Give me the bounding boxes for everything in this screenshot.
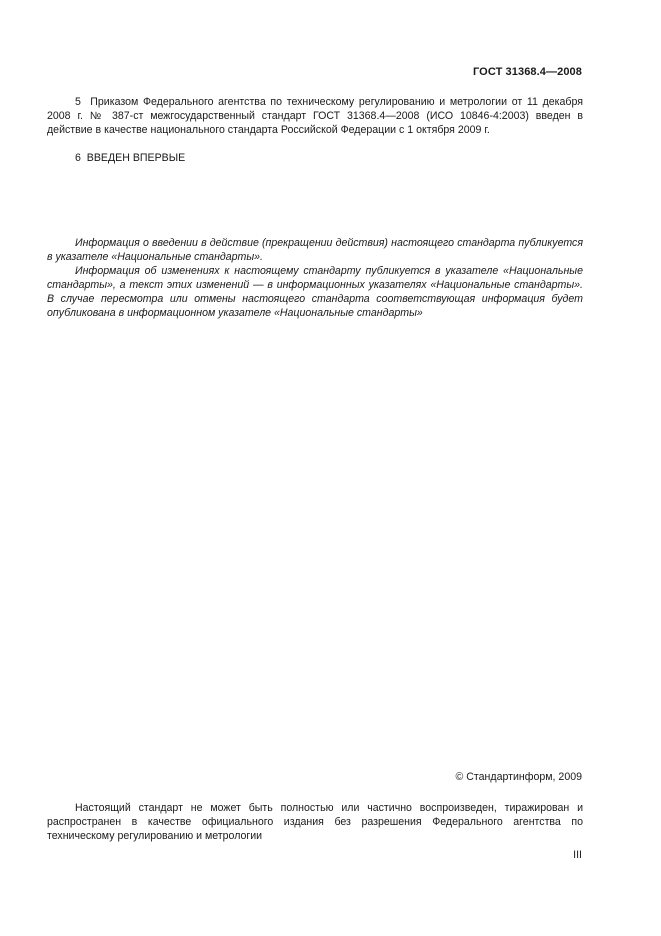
page-number: III: [573, 849, 582, 861]
info-paragraph-introduction: Информация о введении в действие (прекращении действия) настоящего стандарта публикуется в указателе «Национальные стандарты».: [47, 237, 583, 263]
reproduction-notice: [47, 801, 583, 843]
section-6-text: ВВЕДЕН ВПЕРВЫЕ: [86, 152, 186, 164]
reproduction-notice-text: Настоящий стандарт не может быть полностью или частично воспроизведен, тиражирован и распространен в качестве официального издания без разрешения Федерального агентства по техническому регулированию и метрологии: [47, 802, 583, 842]
section-5: [47, 95, 583, 137]
publication-info: [47, 236, 583, 320]
copyright: © Стандартинформ, 2009: [455, 771, 582, 783]
info-paragraph-changes: Информация об изменениях к настоящему стандарту публикуется в указателе «Национальные стандарты», а текст этих изменений — в информационных указателях «Национальные стандарты». В случае пересмотра или отмены настоящего стандарта соответствующая информация будет опубликована в информационном указателе «Национальные стандарты»: [47, 265, 583, 319]
document-code: ГОСТ 31368.4—2008: [472, 66, 582, 78]
section-6: [47, 151, 583, 165]
section-5-number: 5: [75, 96, 81, 108]
section-5-text: Приказом Федерального агентства по техническому регулированию и метрологии от 11 декабря 2008 г. № 387-ст межгосударственный стандарт ГОСТ 31368.4—2008 (ИСО 10846-4:2003) введен в действие в качестве национального стандарта Российской Федерации с 1 октября 2009 г.: [47, 96, 583, 136]
section-6-number: 6: [75, 152, 81, 164]
